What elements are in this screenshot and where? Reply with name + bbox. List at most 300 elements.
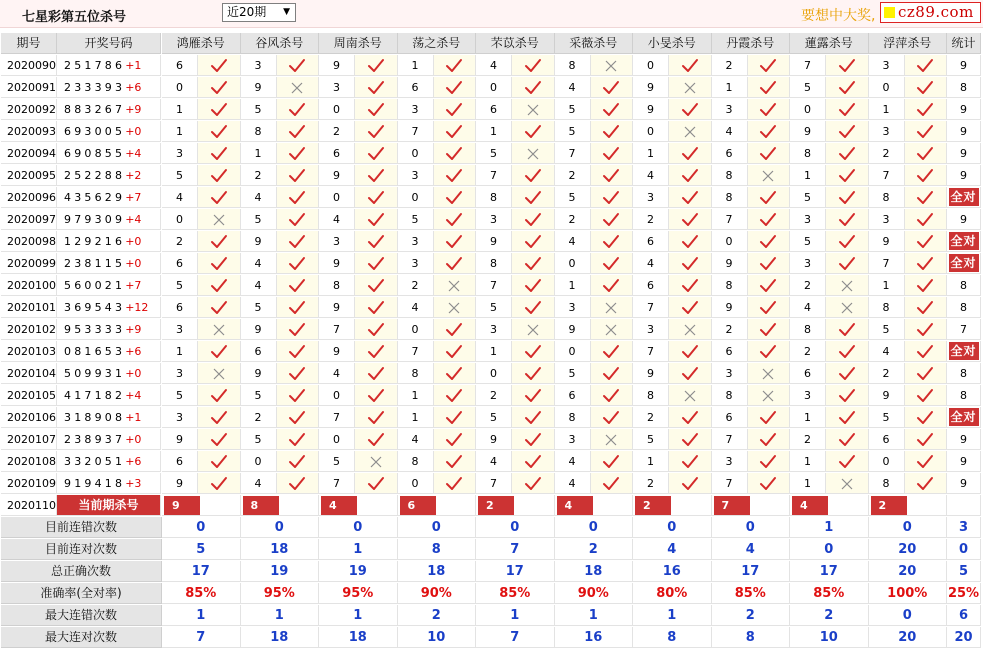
check-icon [445,476,463,490]
result-mark-cell [591,165,634,186]
kill-number-cell: 4 [633,253,669,274]
result-mark-cell [434,143,477,164]
cross-icon [447,300,461,314]
result-mark-cell [512,297,555,318]
kill-number-cell: 3 [398,99,434,120]
check-icon [916,278,934,292]
column-header-expert: 周南杀号 [319,33,398,54]
draw-numbers: 693005 [64,125,126,138]
result-mark-cell [355,451,398,472]
result-mark-cell [355,297,398,318]
result-mark-cell [277,319,320,340]
result-mark-cell [826,407,869,428]
result-mark-cell [355,275,398,296]
draw-numbers: 251786 [64,59,126,72]
result-mark-cell [591,275,634,296]
check-icon [524,58,542,72]
column-header-expert: 谷风杀号 [241,33,320,54]
draw-numbers-cell [57,429,161,450]
result-mark-cell [905,143,948,164]
summary-value: 0 [241,517,320,538]
kill-number-cell: 8 [712,385,748,406]
result-mark-cell [669,143,712,164]
current-kill-label: 当前期杀号 [57,495,161,516]
result-mark-cell [355,407,398,428]
period-cell: 2020098 [1,231,57,252]
draw-numbers: 332051 [64,455,126,468]
result-mark-cell [591,55,634,76]
kill-number-cell: 1 [398,407,434,428]
current-pick-badge: 4 [321,496,357,515]
check-icon [681,454,699,468]
result-mark-cell [355,121,398,142]
check-icon [838,366,856,380]
table-row [1,407,981,428]
kill-number-cell: 5 [869,407,905,428]
draw-numbers: 081653 [64,345,126,358]
check-icon [367,146,385,160]
current-pick-cell [790,495,869,516]
check-icon [367,388,385,402]
kill-number-cell: 3 [319,231,355,252]
check-icon [445,344,463,358]
stat-cell [947,407,981,428]
kill-number-cell: 3 [712,451,748,472]
result-mark-cell [591,121,634,142]
summary-value: 19 [319,561,398,582]
result-mark-cell [512,55,555,76]
summary-value: 10 [398,627,477,648]
kill-number-cell: 6 [162,55,198,76]
chevron-down-icon[interactable]: ▼ [283,7,290,17]
check-icon [838,190,856,204]
check-icon [602,124,620,138]
check-icon [367,256,385,270]
summary-value: 4 [712,539,791,560]
result-mark-cell [198,297,241,318]
result-mark-cell [748,165,791,186]
kill-number-cell: 9 [869,231,905,252]
summary-value: 2 [712,605,791,626]
result-mark-cell [277,385,320,406]
check-icon [445,322,463,336]
kill-number-cell: 9 [476,429,512,450]
check-icon [524,366,542,380]
result-mark-cell [512,209,555,230]
summary-value: 1 [555,605,634,626]
check-icon [916,80,934,94]
current-pick-badge: 6 [400,496,436,515]
check-icon [288,278,306,292]
kill-number-cell: 9 [869,385,905,406]
summary-value: 0 [398,517,477,538]
result-mark-cell [826,341,869,362]
result-mark-cell [591,143,634,164]
result-mark-cell [512,473,555,494]
result-mark-cell [905,77,948,98]
check-icon [367,322,385,336]
result-mark-cell [669,451,712,472]
summary-stat: 25% [947,583,981,604]
check-icon [367,476,385,490]
kill-number-cell: 8 [241,121,277,142]
draw-numbers-cell [57,451,161,472]
result-mark-cell [905,121,948,142]
kill-number-cell: 7 [319,473,355,494]
kill-number-cell: 5 [162,165,198,186]
kill-number-cell: 2 [555,165,591,186]
kill-number-cell: 6 [476,99,512,120]
kill-number-cell: 6 [712,407,748,428]
kill-number-cell: 0 [162,77,198,98]
summary-label: 目前连错次数 [1,517,162,538]
table-header-row [1,33,981,54]
stat-cell: 9 [947,429,981,450]
check-icon [288,190,306,204]
cross-icon [604,322,618,336]
cross-icon [683,80,697,94]
draw-plus: +2 [125,169,142,182]
draw-plus: +4 [125,147,142,160]
kill-number-cell: 7 [633,297,669,318]
result-mark-cell [434,77,477,98]
draw-plus: +0 [125,367,142,380]
kill-number-cell: 0 [476,363,512,384]
kill-number-cell: 7 [869,253,905,274]
summary-label: 总正确次数 [1,561,162,582]
draw-plus: +0 [125,235,142,248]
check-icon [681,410,699,424]
result-mark-cell [669,77,712,98]
result-mark-cell [826,429,869,450]
summary-value: 17 [712,561,791,582]
current-period-row [1,495,981,516]
check-icon [445,256,463,270]
check-icon [602,366,620,380]
result-mark-cell [905,165,948,186]
kill-number-cell: 1 [241,143,277,164]
result-mark-cell [905,231,948,252]
check-icon [602,256,620,270]
result-mark-cell [277,209,320,230]
kill-number-cell: 0 [476,77,512,98]
check-icon [759,256,777,270]
check-icon [445,454,463,468]
kill-number-cell: 3 [398,231,434,252]
period-cell: 2020100 [1,275,57,296]
kill-number-cell: 4 [869,341,905,362]
kill-number-cell: 4 [712,121,748,142]
current-pick-badge: 8 [243,496,279,515]
kill-number-cell: 6 [162,297,198,318]
kill-number-cell: 5 [241,429,277,450]
result-mark-cell [748,275,791,296]
result-mark-cell [355,187,398,208]
check-icon [838,124,856,138]
draw-numbers-cell [57,275,161,296]
period-cell: 2020090 [1,55,57,76]
result-mark-cell [748,209,791,230]
cross-icon [840,300,854,314]
draw-numbers-cell [57,363,161,384]
kill-number-cell: 9 [319,165,355,186]
kill-number-cell: 1 [476,341,512,362]
result-mark-cell [512,341,555,362]
period-cell: 2020097 [1,209,57,230]
kill-number-cell: 2 [869,363,905,384]
result-mark-cell [905,187,948,208]
kill-number-cell: 5 [476,143,512,164]
kill-number-cell: 0 [555,253,591,274]
kill-number-cell: 7 [712,429,748,450]
all-correct-badge: 全对 [950,410,977,424]
kill-number-cell: 3 [790,253,826,274]
result-mark-cell [905,319,948,340]
result-mark-cell [355,209,398,230]
result-mark-cell [905,209,948,230]
result-mark-cell [591,231,634,252]
check-icon [759,454,777,468]
period-cell: 2020095 [1,165,57,186]
result-mark-cell [669,253,712,274]
check-icon [288,344,306,358]
check-icon [838,432,856,446]
check-icon [602,146,620,160]
all-correct-badge: 全对 [950,344,977,358]
cross-icon [683,322,697,336]
table-row [1,99,981,120]
check-icon [602,454,620,468]
check-icon [759,190,777,204]
check-icon [602,190,620,204]
all-correct-badge: 全对 [950,234,977,248]
check-icon [288,234,306,248]
result-mark-cell [434,99,477,120]
check-icon [681,366,699,380]
summary-value: 20 [869,539,948,560]
kill-number-cell: 5 [555,363,591,384]
kill-number-cell: 9 [476,231,512,252]
summary-row [1,561,981,582]
kill-number-cell: 2 [633,407,669,428]
result-mark-cell [748,187,791,208]
check-icon [838,388,856,402]
draw-plus: +9 [125,103,142,116]
result-mark-cell [198,363,241,384]
kill-number-cell: 5 [476,297,512,318]
result-mark-cell [826,165,869,186]
stat-cell-empty [947,495,981,516]
result-mark-cell [512,253,555,274]
check-icon [367,212,385,226]
summary-value: 8 [398,539,477,560]
result-mark-cell [355,165,398,186]
result-mark-cell [748,253,791,274]
stat-cell [947,187,981,208]
result-mark-cell [905,55,948,76]
check-icon [288,212,306,226]
check-icon [916,168,934,182]
draw-numbers: 509931 [64,367,126,380]
draw-numbers-cell [57,99,161,120]
result-mark-cell [355,253,398,274]
check-icon [838,80,856,94]
top-bar [0,0,983,28]
summary-stat: 0 [947,539,981,560]
draw-plus: +6 [125,81,142,94]
result-mark-cell [669,341,712,362]
draw-numbers: 435629 [64,191,126,204]
check-icon [524,410,542,424]
summary-value: 20 [869,561,948,582]
result-mark-cell [826,231,869,252]
summary-value: 85% [476,583,555,604]
result-mark-cell [591,341,634,362]
check-icon [445,168,463,182]
column-header-expert: 鸿雁杀号 [162,33,241,54]
result-mark-cell [434,451,477,472]
site-logo[interactable] [880,2,981,23]
kill-number-cell: 0 [241,451,277,472]
result-mark-cell [277,187,320,208]
period-cell: 2020093 [1,121,57,142]
result-mark-cell [512,99,555,120]
stat-cell [947,231,981,252]
cross-icon [212,212,226,226]
kill-number-cell: 3 [869,55,905,76]
stat-cell: 9 [947,55,981,76]
summary-label: 最大连错次数 [1,605,162,626]
check-icon [759,102,777,116]
check-icon [210,454,228,468]
check-icon [681,190,699,204]
period-cell: 2020094 [1,143,57,164]
summary-value: 2 [790,605,869,626]
result-mark-cell [355,363,398,384]
result-mark-cell [277,121,320,142]
check-icon [524,234,542,248]
summary-row [1,605,981,626]
kill-number-cell: 6 [712,143,748,164]
kill-number-cell: 3 [712,99,748,120]
kill-number-cell: 8 [712,165,748,186]
promo-text[interactable]: 要想中大奖, [801,8,876,24]
kill-number-cell: 8 [319,275,355,296]
summary-row [1,539,981,560]
summary-value: 1 [633,605,712,626]
result-mark-cell [905,451,948,472]
result-mark-cell [198,275,241,296]
check-icon [681,278,699,292]
result-mark-cell [512,231,555,252]
result-mark-cell [512,385,555,406]
result-mark-cell [198,143,241,164]
table-row [1,209,981,230]
draw-numbers: 238937 [64,433,126,446]
period-cell: 2020105 [1,385,57,406]
table-row [1,231,981,252]
check-icon [759,476,777,490]
result-mark-cell [355,319,398,340]
result-mark-cell [434,165,477,186]
summary-value: 8 [712,627,791,648]
current-pick-cell [241,495,320,516]
result-mark-cell [198,319,241,340]
stat-cell: 9 [947,143,981,164]
check-icon [288,366,306,380]
check-icon [210,432,228,446]
kill-number-cell: 2 [712,319,748,340]
kill-number-cell: 7 [476,275,512,296]
draw-numbers-cell [57,407,161,428]
check-icon [524,256,542,270]
result-mark-cell [748,429,791,450]
check-icon [445,234,463,248]
result-mark-cell [748,385,791,406]
check-icon [681,432,699,446]
kill-number-cell: 3 [555,429,591,450]
draw-plus: +4 [125,213,142,226]
check-icon [916,212,934,226]
kill-number-cell: 0 [869,451,905,472]
kill-number-cell: 4 [476,451,512,472]
result-mark-cell [826,55,869,76]
draw-numbers-cell [57,187,161,208]
check-icon [838,212,856,226]
result-mark-cell [434,473,477,494]
summary-value: 95% [241,583,320,604]
kill-number-cell: 4 [555,231,591,252]
result-mark-cell [669,55,712,76]
kill-number-cell: 6 [555,385,591,406]
draw-numbers: 919418 [64,477,126,490]
kill-number-cell: 0 [555,341,591,362]
result-mark-cell [748,99,791,120]
draw-numbers: 233393 [64,81,126,94]
check-icon [524,80,542,94]
result-mark-cell [198,99,241,120]
check-icon [916,322,934,336]
kill-number-cell: 2 [633,473,669,494]
period-range-select[interactable] [222,3,296,22]
kill-number-cell: 4 [555,77,591,98]
result-mark-cell [434,319,477,340]
kill-number-cell: 6 [790,363,826,384]
kill-number-cell: 0 [319,385,355,406]
kill-number-cell: 2 [790,341,826,362]
kill-number-cell: 9 [241,363,277,384]
result-mark-cell [434,209,477,230]
result-mark-cell [434,363,477,384]
result-mark-cell [434,341,477,362]
kill-number-cell: 3 [633,319,669,340]
check-icon [445,432,463,446]
draw-numbers-cell [57,209,161,230]
summary-value: 0 [633,517,712,538]
check-icon [681,234,699,248]
kill-number-cell: 5 [555,99,591,120]
table-row [1,253,981,274]
result-mark-cell [277,55,320,76]
stat-cell: 8 [947,77,981,98]
kill-number-cell: 1 [869,99,905,120]
cross-icon [683,388,697,402]
check-icon [916,234,934,248]
kill-number-cell: 3 [869,209,905,230]
draw-plus: +6 [125,345,142,358]
kill-number-cell: 9 [319,55,355,76]
check-icon [838,102,856,116]
